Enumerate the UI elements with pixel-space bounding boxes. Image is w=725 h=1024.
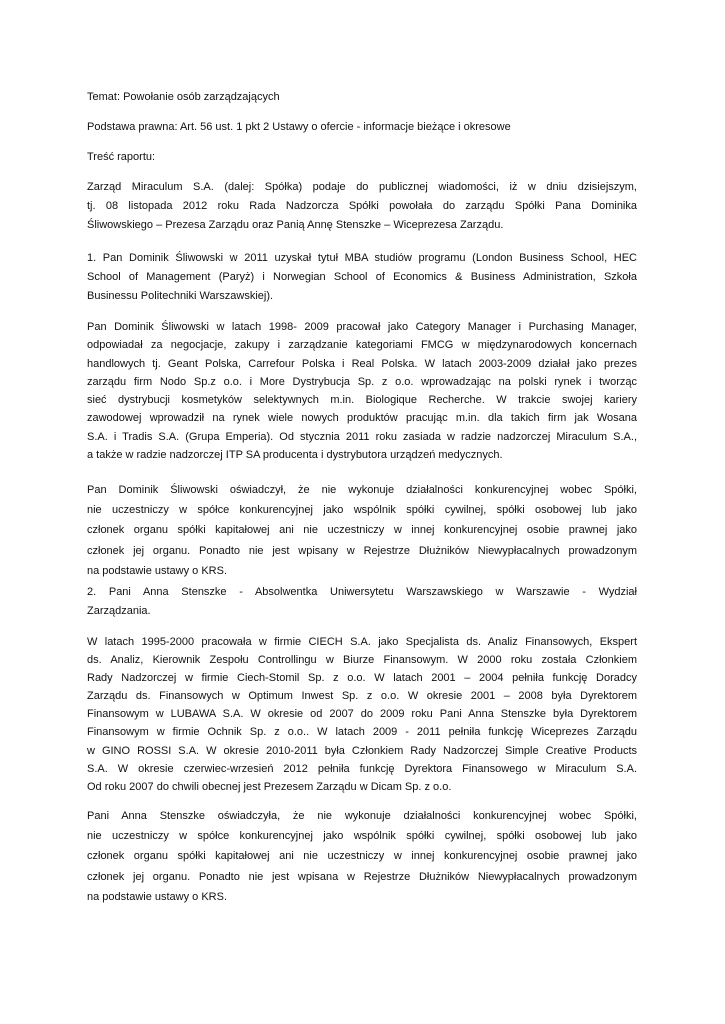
text-line: członek organu spółki kapitałowej ani nie uczestniczy w innej konkurencyjnej osobie prawnej jako bbox=[87, 850, 637, 863]
text-line: członek jej organu. Ponadto nie jest wpisany w Rejestrze Dłużników Niewypłacalnych prowadzonym bbox=[87, 544, 637, 557]
report-heading bbox=[87, 148, 637, 166]
paragraph-sliwowski-statement bbox=[87, 480, 637, 581]
paragraph-stenszke-education bbox=[87, 583, 637, 621]
paragraph-stenszke-statement bbox=[87, 806, 637, 907]
text-line: 1. Pan Dominik Śliwowski w 2011 uzyskał tytuł MBA studiów programu (London Business School, HEC bbox=[87, 252, 637, 264]
text-line: w GINO ROSSI S.A. W okresie 2010-2011 była Członkiem Rady Nadzorczej Simple Creative Products bbox=[87, 744, 637, 757]
legal-basis-text: Podstawa prawna: Art. 56 ust. 1 pkt 2 Ustawy o ofercie - informacje bieżące i okresowe bbox=[87, 121, 511, 133]
text-line: Rady Nadzorczej w firmie Ciech-Stomil Sp. z o.o. W latach 2001 – 2004 pełniła funkcję Doradcy bbox=[87, 672, 637, 685]
text-line: Finansowym w LUBAWA S.A. W okresie od 2007 do 2009 roku Pani Anna Stenszke była Dyrektorem bbox=[87, 708, 637, 721]
text-line: nie uczestniczy w spółce konkurencyjnej jako wspólnik spółki cywilnej, spółki osobowej lub jako bbox=[87, 830, 637, 843]
text-line: Zarządzania. bbox=[87, 605, 151, 617]
text-line: Pani Anna Stenszke oświadczyła, że nie wykonuje działalności konkurencyjnej wobec Spółki, bbox=[87, 810, 637, 822]
text-line: Pan Dominik Śliwowski oświadczył, że nie wykonuje działalności konkurencyjnej wobec Spółki, bbox=[87, 484, 637, 496]
text-line: 2. Pani Anna Stenszke - Absolwentka Uniwersytetu Warszawskiego w Warszawie - Wydział bbox=[87, 586, 637, 598]
text-line: Zarząd Miraculum S.A. (dalej: Spółka) podaje do publicznej wiadomości, iż w dniu dzisiejszym, bbox=[87, 181, 637, 193]
text-line: tj. 08 listopada 2012 roku Rada Nadzorcza Spółki powołała do zarządu Spółki Pana Dominika bbox=[87, 200, 637, 212]
report-subject bbox=[87, 88, 637, 106]
text-line: Zarządu ds. Finansowych w Optimum Inwest Sp. z o.o. W okresie 2001 – 2008 była Dyrektorem bbox=[87, 690, 637, 703]
text-line: nie uczestniczy w spółce konkurencyjnej jako wspólnik spółki cywilnej, spółki osobowej lub jako bbox=[87, 504, 637, 517]
text-line: Finansowym w firmie Ochnik Sp. z o.o.. W latach 2009 - 2011 pełniła funkcję Wiceprezes Zarządu bbox=[87, 726, 637, 739]
paragraph-stenszke-career bbox=[87, 633, 637, 796]
subject-text: Temat: Powołanie osób zarządzających bbox=[87, 91, 280, 103]
text-line: a także w radzie nadzorczej ITP SA producenta i dystrybutora urządzeń medycznych. bbox=[87, 449, 503, 462]
text-line: na podstawie ustawy o KRS. bbox=[87, 890, 228, 903]
text-line: członek organu spółki kapitałowej ani nie uczestniczy w innej konkurencyjnej osobie prawnej jako bbox=[87, 524, 637, 537]
text-line: ds. Analiz, Kierownik Zespołu Controllingu w Biurze Finansowym. W 2000 roku została Członkiem bbox=[87, 654, 637, 667]
text-line: na podstawie ustawy o KRS. bbox=[87, 564, 228, 577]
text-line: zarządu firm Nodo Sp.z o.o. i More Dystrybucja Sp. z o.o. wprowadzając na polski rynek i tworząc bbox=[87, 375, 637, 388]
paragraph-sliwowski-career bbox=[87, 318, 637, 464]
text-line: odpowiadał za negocjacje, zakupy i zarządzanie kategoriami FMCG w międzynarodowych koncernach bbox=[87, 339, 637, 352]
text-line: S.A. W okresie czerwiec-wrzesień 2012 pełniła funkcję Dyrektora Finansowego w Miraculum S.A. bbox=[87, 762, 637, 775]
text-line: Businessu Politechniki Warszawskiej). bbox=[87, 290, 274, 302]
paragraph-intro bbox=[87, 178, 637, 235]
text-line: zawodowej wprowadził na rynek wiele nowych produktów pracując m.in. dla takich firm jak Wosana bbox=[87, 412, 637, 425]
text-line: School of Management (Paryż) i Norwegian School of Economics & Business Administration, Szkoła bbox=[87, 271, 637, 283]
paragraph-sliwowski-education bbox=[87, 249, 637, 306]
text-line: S.A. i Tradis S.A. (Grupa Emperia). Od stycznia 2011 roku zasiada w radzie nadzorczej Miraculum S.A., bbox=[87, 430, 637, 443]
report-heading-text: Treść raportu: bbox=[87, 151, 156, 163]
text-line: Od roku 2007 do chwili obecnej jest Prezesem Zarządu w Dicam Sp. z o.o. bbox=[87, 780, 452, 793]
text-line: Śliwowskiego – Prezesa Zarządu oraz Panią Annę Stenszke – Wiceprezesa Zarządu. bbox=[87, 219, 504, 231]
text-line: członek jej organu. Ponadto nie jest wpisana w Rejestrze Dłużników Niewypłacalnych prowadzonym bbox=[87, 870, 637, 883]
text-line: handlowych tj. Geant Polska, Carrefour Polska i Real Polska. W latach 2003-2009 działał jako prezes bbox=[87, 357, 637, 370]
legal-basis bbox=[87, 118, 637, 136]
text-line: sieć dystrybucji kosmetyków selektywnych m.in. Biologique Recherche. W trakcie swojej kariery bbox=[87, 394, 637, 407]
text-line: W latach 1995-2000 pracowała w firmie CIECH S.A. jako Specjalista ds. Analiz Finansowych, Ekspert bbox=[87, 636, 637, 648]
text-line: Pan Dominik Śliwowski w latach 1998- 2009 pracował jako Category Manager i Purchasing Manager, bbox=[87, 321, 637, 333]
